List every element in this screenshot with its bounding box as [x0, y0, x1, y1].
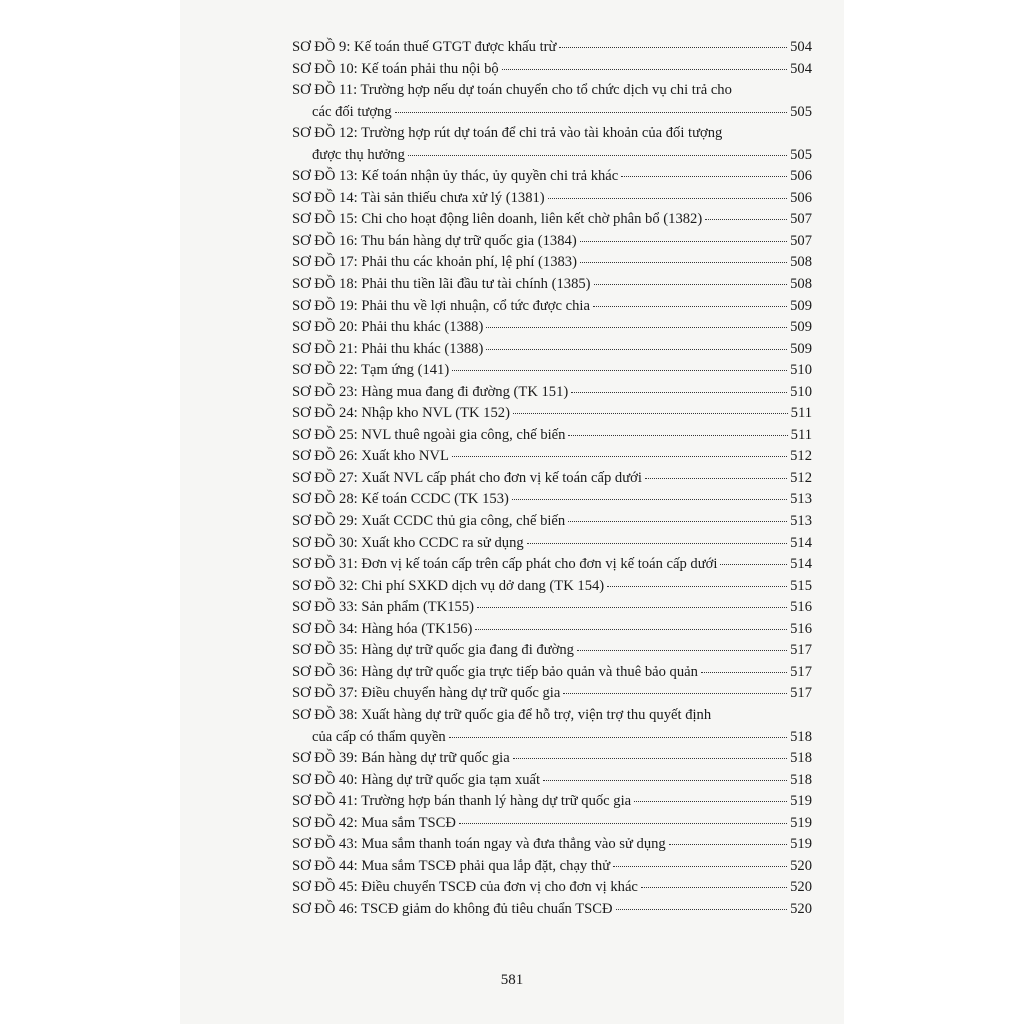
dot-leader — [477, 606, 787, 608]
dot-leader — [571, 391, 787, 393]
toc-entry-label: SƠ ĐỒ 43: Mua sắm thanh toán ngay và đưa thẳng vào sử dụng — [292, 836, 666, 853]
toc-entry-row — [292, 813, 812, 835]
dot-leader — [486, 348, 787, 350]
toc-entry — [292, 231, 812, 253]
toc-entry-page: 519 — [790, 836, 812, 853]
toc-entry-row — [292, 382, 812, 404]
toc-entry — [292, 597, 812, 619]
toc-entry-row — [292, 834, 812, 856]
toc-entry-continuation-row — [292, 102, 812, 124]
toc-entry-page: 509 — [790, 340, 812, 357]
dot-leader — [395, 111, 787, 113]
toc-entry-label-continuation: của cấp có thẩm quyền — [312, 728, 446, 745]
dot-leader — [616, 908, 788, 910]
toc-entry-label: SƠ ĐỒ 30: Xuất kho CCDC ra sử dụng — [292, 534, 524, 551]
toc-entry-row — [292, 59, 812, 81]
toc-entry-label: SƠ ĐỒ 28: Kế toán CCDC (TK 153) — [292, 491, 509, 508]
dot-leader — [641, 886, 787, 888]
toc-entry-continuation-row — [292, 145, 812, 167]
toc-entry — [292, 813, 812, 835]
toc-entry-row — [292, 274, 812, 296]
toc-entry-row — [292, 489, 812, 511]
toc-entry — [292, 274, 812, 296]
toc-entry-label: SƠ ĐỒ 10: Kế toán phải thu nội bộ — [292, 60, 499, 77]
toc-entry-page: 520 — [790, 900, 812, 917]
toc-entry-label: SƠ ĐỒ 22: Tạm ứng (141) — [292, 362, 450, 379]
toc-entry-page: 516 — [790, 620, 812, 637]
toc-entry — [292, 662, 812, 684]
toc-entry-row — [292, 576, 812, 598]
toc-entry-row — [292, 403, 812, 425]
dot-leader — [568, 520, 787, 522]
toc-entry-label: SƠ ĐỒ 12: Trường hợp rút dự toán để chi trả vào tài khoản của đối tượng — [292, 125, 723, 142]
dot-leader — [594, 283, 788, 285]
toc-entry-page: 517 — [790, 663, 812, 680]
toc-entry-page: 518 — [790, 771, 812, 788]
dot-leader — [580, 240, 787, 242]
toc-entry-page: 510 — [790, 362, 812, 379]
toc-entry — [292, 425, 812, 447]
toc-entry-label: SƠ ĐỒ 19: Phải thu về lợi nhuận, cổ tức được chia — [292, 297, 590, 314]
toc-entry-row — [292, 511, 812, 533]
toc-entry-page: 505 — [790, 146, 812, 163]
toc-entry-page: 519 — [790, 793, 812, 810]
toc-entry-page: 506 — [790, 168, 812, 185]
dot-leader — [512, 498, 787, 500]
toc-entry-row — [292, 640, 812, 662]
toc-entry-label: SƠ ĐỒ 26: Xuất kho NVL — [292, 448, 449, 465]
toc-entry-row — [292, 619, 812, 641]
toc-entry — [292, 37, 812, 59]
toc-entry-label: SƠ ĐỒ 29: Xuất CCDC thủ gia công, chế biến — [292, 513, 566, 530]
toc-entry-page: 509 — [790, 319, 812, 336]
toc-entry-page: 520 — [790, 857, 812, 874]
toc-entry-row — [292, 554, 812, 576]
toc-entry — [292, 619, 812, 641]
toc-entry-row — [292, 231, 812, 253]
toc-entry-page: 505 — [790, 103, 812, 120]
toc-entry-label: SƠ ĐỒ 39: Bán hàng dự trữ quốc gia — [292, 750, 510, 767]
toc-entry — [292, 446, 812, 468]
toc-entry-label: SƠ ĐỒ 33: Sản phẩm (TK155) — [292, 599, 475, 616]
toc-entry — [292, 770, 812, 792]
toc-entry-label: SƠ ĐỒ 32: Chi phí SXKD dịch vụ dở dang (TK 154) — [292, 577, 605, 594]
toc-entry-row — [292, 188, 812, 210]
toc-entry-page: 507 — [790, 211, 812, 228]
toc-entry-page: 516 — [790, 599, 812, 616]
toc-entry-page: 515 — [790, 577, 812, 594]
toc-entry-page: 517 — [790, 642, 812, 659]
toc-entry-row — [292, 166, 812, 188]
dot-leader — [577, 649, 787, 651]
toc-entry — [292, 317, 812, 339]
toc-entry — [292, 576, 812, 598]
toc-entry-page: 518 — [790, 728, 812, 745]
toc-entry-page: 520 — [790, 879, 812, 896]
toc-entry-label: SƠ ĐỒ 25: NVL thuê ngoài gia công, chế biến — [292, 426, 566, 443]
toc-entry — [292, 296, 812, 318]
toc-entry — [292, 748, 812, 770]
toc-entry-row — [292, 899, 812, 921]
toc-entry-label: SƠ ĐỒ 15: Chi cho hoạt động liên doanh, liên kết chờ phân bổ (1382) — [292, 211, 703, 228]
dot-leader — [621, 175, 787, 177]
toc-entry — [292, 166, 812, 188]
toc-entry-page: 504 — [790, 60, 812, 77]
toc-entry-page: 508 — [790, 276, 812, 293]
toc-entry-label: SƠ ĐỒ 23: Hàng mua đang đi đường (TK 151) — [292, 383, 569, 400]
toc-entry-row — [292, 748, 812, 770]
toc-entry — [292, 511, 812, 533]
toc-entry — [292, 188, 812, 210]
toc-entry-row — [292, 296, 812, 318]
dot-leader — [720, 563, 787, 565]
toc-entry-page: 507 — [790, 232, 812, 249]
toc-entry-label: SƠ ĐỒ 38: Xuất hàng dự trữ quốc gia để hỗ trợ, viện trợ thu quyết định — [292, 706, 712, 723]
toc-entry-row — [292, 856, 812, 878]
toc-entry — [292, 468, 812, 490]
toc-entry-label: SƠ ĐỒ 13: Kế toán nhận ủy thác, ủy quyền chi trả khác — [292, 168, 619, 185]
dot-leader — [513, 412, 788, 414]
toc-entry-label: SƠ ĐỒ 21: Phải thu khác (1388) — [292, 340, 484, 357]
toc-entry-label: SƠ ĐỒ 11: Trường hợp nếu dự toán chuyển cho tổ chức dịch vụ chi trả cho — [292, 82, 732, 99]
toc-entry-label-continuation: các đối tượng — [312, 103, 392, 120]
toc-entry-label: SƠ ĐỒ 45: Điều chuyển TSCĐ của đơn vị cho đơn vị khác — [292, 879, 638, 896]
toc-entry-row — [292, 791, 812, 813]
dot-leader — [607, 585, 787, 587]
toc-entry-row — [292, 252, 812, 274]
toc-entry-label-continuation: được thụ hưởng — [312, 146, 405, 163]
toc-entry-label: SƠ ĐỒ 37: Điều chuyển hàng dự trữ quốc gia — [292, 685, 561, 702]
dot-leader — [613, 865, 787, 867]
table-of-contents — [292, 37, 812, 920]
toc-entry — [292, 856, 812, 878]
toc-entry — [292, 791, 812, 813]
toc-entry-label: SƠ ĐỒ 31: Đơn vị kế toán cấp trên cấp phát cho đơn vị kế toán cấp dưới — [292, 556, 718, 573]
toc-entry-label: SƠ ĐỒ 16: Thu bán hàng dự trữ quốc gia (1384) — [292, 232, 577, 249]
toc-entry-row — [292, 209, 812, 231]
dot-leader — [543, 779, 787, 781]
dot-leader — [408, 154, 787, 156]
toc-entry — [292, 80, 812, 123]
dot-leader — [502, 68, 787, 70]
toc-entry-row — [292, 597, 812, 619]
toc-entry-row — [292, 877, 812, 899]
toc-entry-row — [292, 37, 812, 59]
toc-entry-label: SƠ ĐỒ 14: Tài sản thiếu chưa xử lý (1381) — [292, 189, 545, 206]
toc-entry — [292, 533, 812, 555]
dot-leader — [452, 369, 787, 371]
dot-leader — [459, 822, 787, 824]
toc-entry-label: SƠ ĐỒ 46: TSCĐ giảm do không đủ tiêu chuẩn TSCĐ — [292, 900, 613, 917]
toc-entry — [292, 360, 812, 382]
toc-entry-row — [292, 317, 812, 339]
toc-entry — [292, 489, 812, 511]
toc-entry — [292, 403, 812, 425]
dot-leader — [527, 542, 787, 544]
toc-entry-continuation-row — [292, 727, 812, 749]
dot-leader — [580, 261, 787, 263]
dot-leader — [593, 305, 787, 307]
dot-leader — [563, 692, 787, 694]
toc-entry-row — [292, 662, 812, 684]
toc-entry-page: 514 — [790, 534, 812, 551]
dot-leader — [669, 843, 787, 845]
toc-entry-label: SƠ ĐỒ 34: Hàng hóa (TK156) — [292, 620, 473, 637]
dot-leader — [645, 477, 787, 479]
toc-entry-label: SƠ ĐỒ 42: Mua sắm TSCĐ — [292, 814, 456, 831]
toc-entry — [292, 899, 812, 921]
toc-entry-label: SƠ ĐỒ 41: Trường hợp bán thanh lý hàng dự trữ quốc gia — [292, 793, 632, 810]
toc-entry — [292, 123, 812, 166]
toc-entry-label: SƠ ĐỒ 20: Phải thu khác (1388) — [292, 319, 484, 336]
dot-leader — [705, 218, 787, 220]
toc-entry-page: 509 — [790, 297, 812, 314]
toc-entry — [292, 640, 812, 662]
toc-entry-row — [292, 360, 812, 382]
toc-entry — [292, 209, 812, 231]
toc-entry-page: 513 — [790, 491, 812, 508]
toc-entry-page: 519 — [790, 814, 812, 831]
toc-entry — [292, 877, 812, 899]
toc-entry-page: 510 — [790, 383, 812, 400]
toc-entry-label: SƠ ĐỒ 17: Phải thu các khoản phí, lệ phí (1383) — [292, 254, 577, 271]
toc-entry-label: SƠ ĐỒ 35: Hàng dự trữ quốc gia đang đi đường — [292, 642, 574, 659]
toc-entry-label: SƠ ĐỒ 18: Phải thu tiền lãi đầu tư tài chính (1385) — [292, 276, 591, 293]
toc-entry-row — [292, 533, 812, 555]
toc-entry-page: 514 — [790, 556, 812, 573]
dot-leader — [548, 197, 787, 199]
toc-entry — [292, 554, 812, 576]
toc-entry — [292, 59, 812, 81]
toc-entry-row — [292, 468, 812, 490]
dot-leader — [449, 736, 787, 738]
dot-leader — [559, 46, 787, 48]
toc-entry — [292, 339, 812, 361]
toc-entry-row — [292, 683, 812, 705]
dot-leader — [475, 628, 787, 630]
toc-entry-label: SƠ ĐỒ 36: Hàng dự trữ quốc gia trực tiếp bảo quản và thuê bảo quản — [292, 663, 698, 680]
toc-entry-page: 511 — [790, 426, 812, 443]
toc-entry-label: SƠ ĐỒ 9: Kế toán thuế GTGT được khấu trừ — [292, 39, 557, 55]
toc-entry-page: 513 — [790, 513, 812, 530]
toc-entry — [292, 683, 812, 705]
toc-entry — [292, 382, 812, 404]
dot-leader — [568, 434, 787, 436]
toc-entry-row — [292, 446, 812, 468]
toc-entry-label: SƠ ĐỒ 44: Mua sắm TSCĐ phải qua lắp đặt, chạy thử — [292, 857, 611, 874]
toc-entry-row — [292, 425, 812, 447]
dot-leader — [486, 326, 787, 328]
toc-entry — [292, 834, 812, 856]
toc-entry-page: 504 — [790, 39, 812, 55]
toc-entry-page: 512 — [790, 469, 812, 486]
toc-entry — [292, 705, 812, 748]
toc-entry-row — [292, 339, 812, 361]
toc-entry-label: SƠ ĐỒ 24: Nhập kho NVL (TK 152) — [292, 405, 510, 422]
toc-entry-label: SƠ ĐỒ 27: Xuất NVL cấp phát cho đơn vị kế toán cấp dưới — [292, 469, 642, 486]
toc-entry-page: 517 — [790, 685, 812, 702]
toc-entry-label: SƠ ĐỒ 40: Hàng dự trữ quốc gia tạm xuất — [292, 771, 541, 788]
dot-leader — [452, 455, 787, 457]
toc-entry — [292, 252, 812, 274]
toc-entry-page: 518 — [790, 750, 812, 767]
toc-entry-page: 512 — [790, 448, 812, 465]
toc-entry-page: 511 — [790, 405, 812, 422]
dot-leader — [513, 757, 787, 759]
toc-entry-row — [292, 770, 812, 792]
toc-entry-page: 508 — [790, 254, 812, 271]
dot-leader — [701, 671, 787, 673]
page-number: 581 — [500, 972, 524, 988]
dot-leader — [634, 800, 787, 802]
toc-entry-page: 506 — [790, 189, 812, 206]
